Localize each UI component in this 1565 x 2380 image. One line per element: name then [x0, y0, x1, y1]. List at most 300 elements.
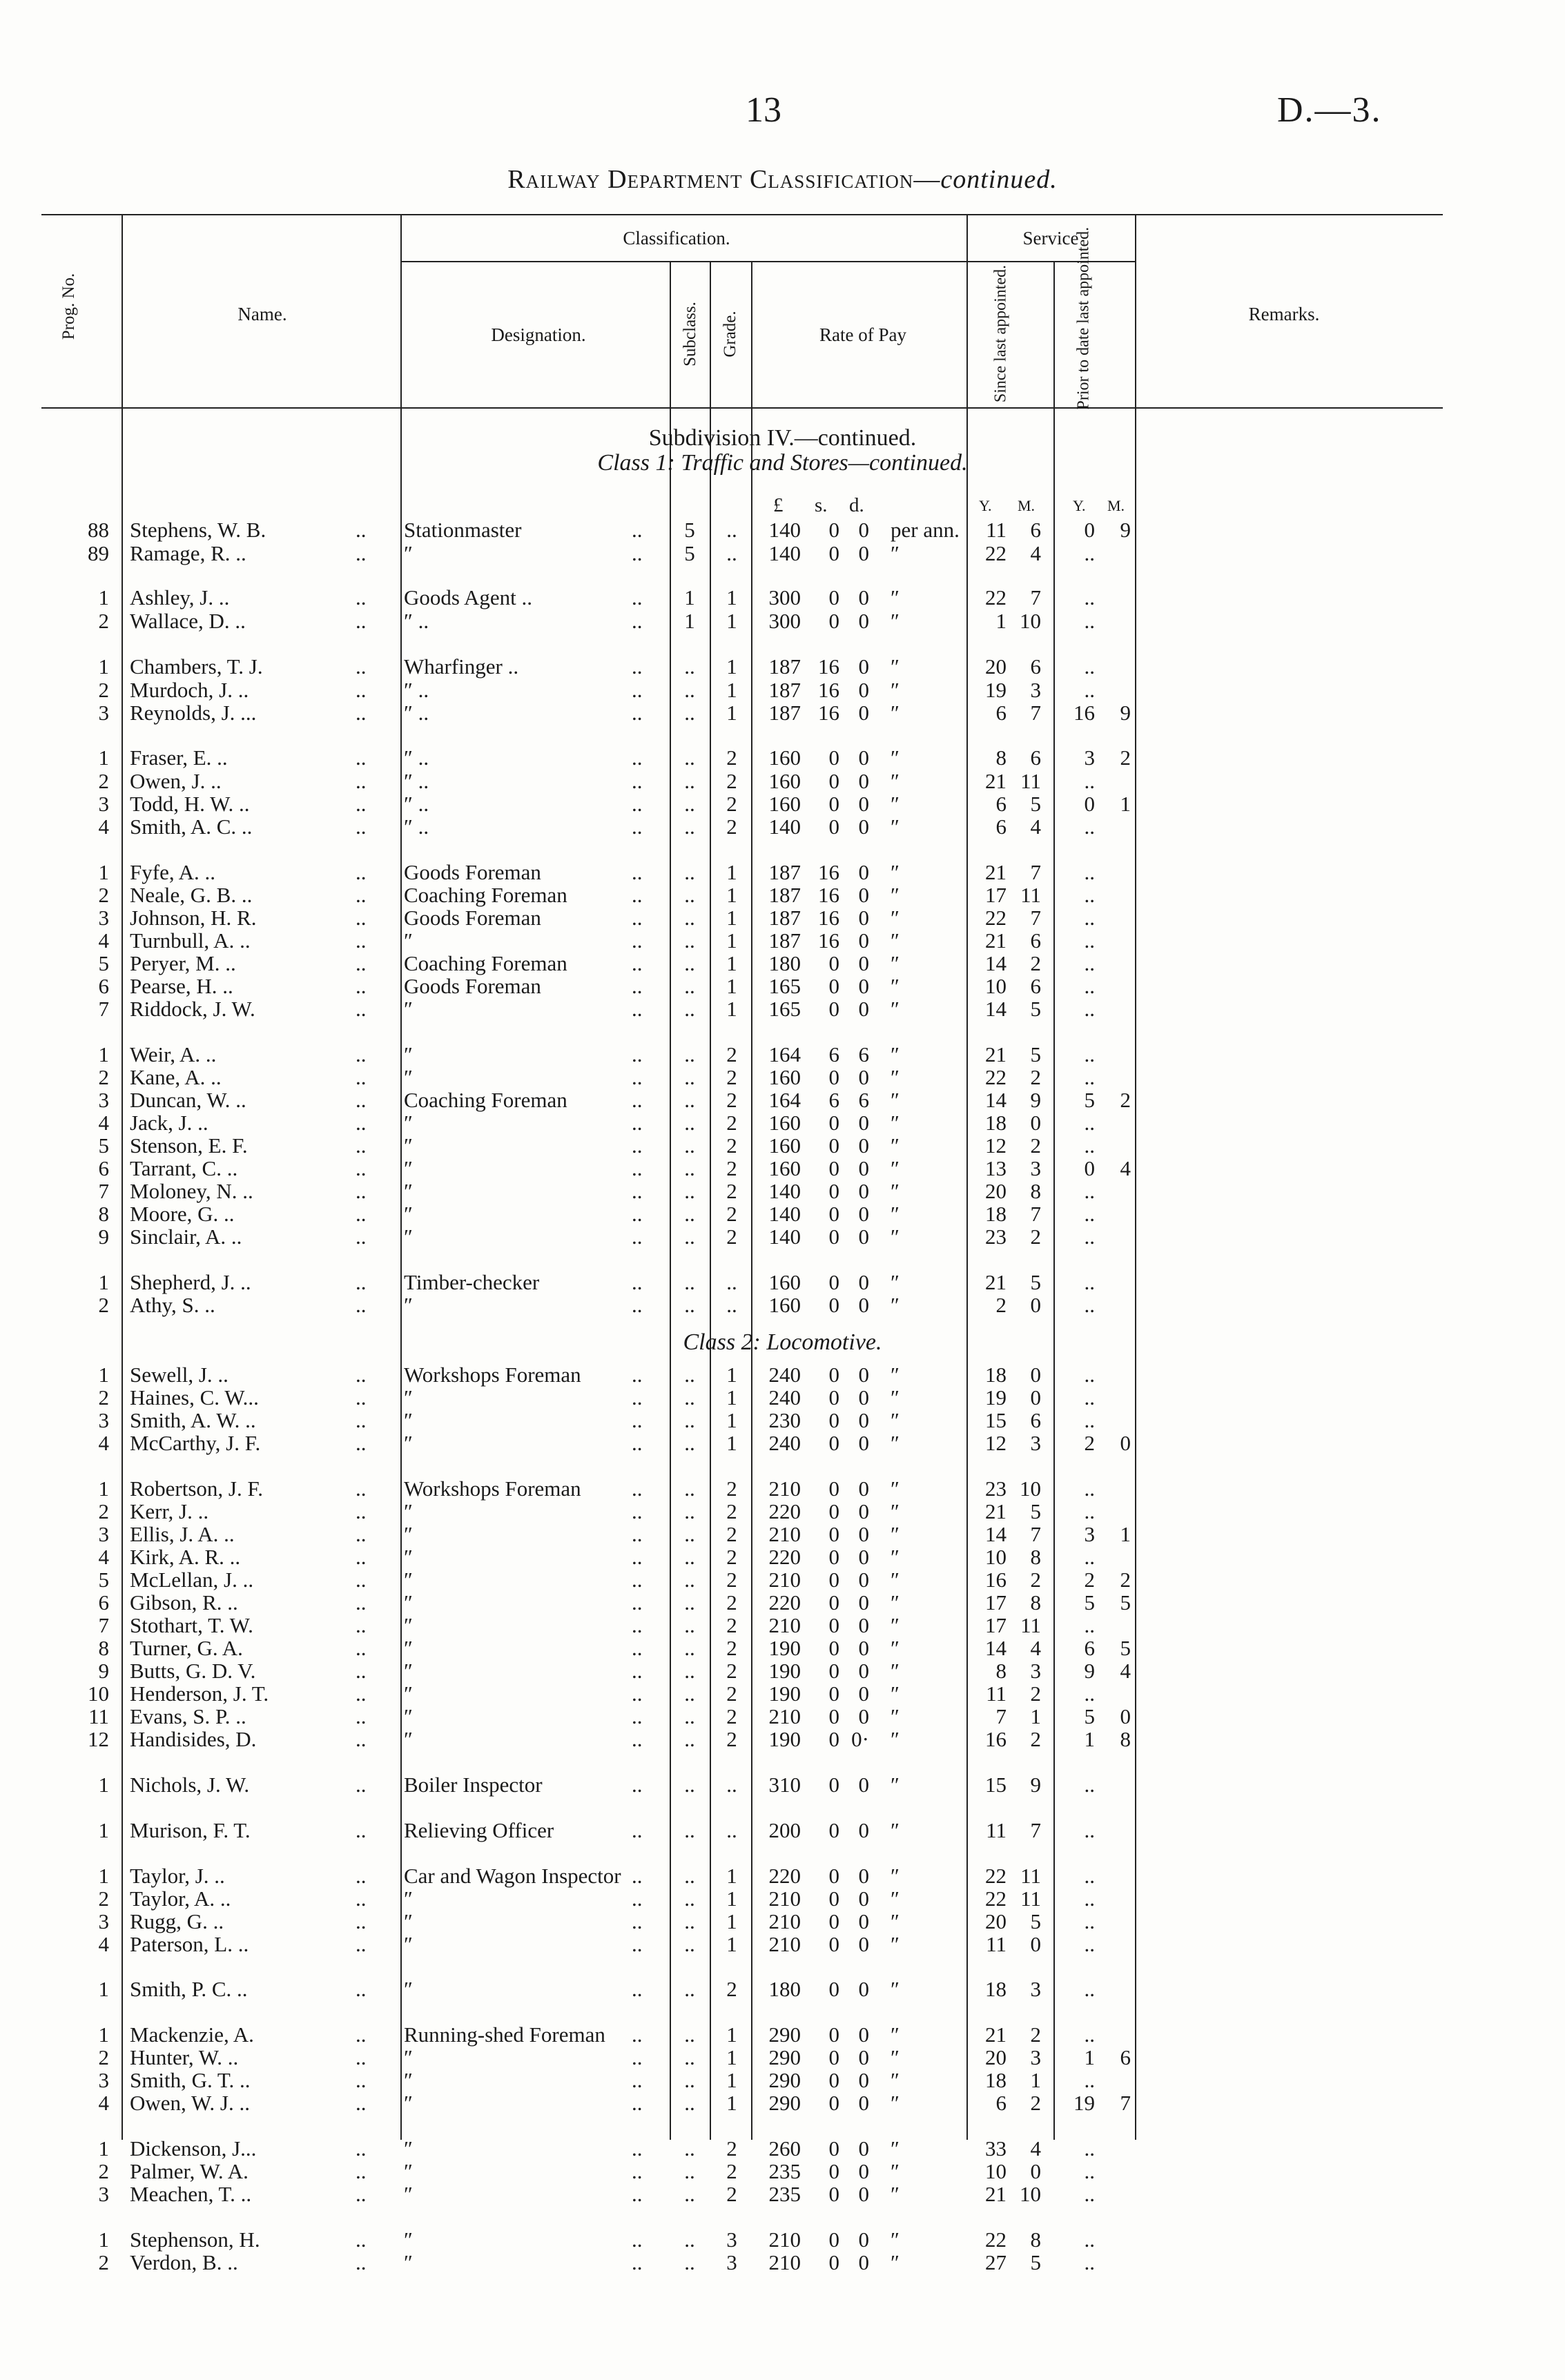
col-classification: Classification.	[623, 228, 730, 248]
leader-dots: ..	[356, 2091, 367, 2115]
service-months: 11	[1020, 1613, 1041, 1637]
pay-pence: 0	[858, 745, 869, 770]
designation: Workshops Foreman	[404, 1363, 581, 1387]
subclass: ..	[684, 2022, 695, 2047]
designation: ″	[404, 1156, 413, 1180]
leader-dots: ..	[356, 585, 367, 609]
subclass: ..	[684, 974, 695, 998]
leader-dots: ..	[632, 1111, 643, 1135]
pay-pence: 0	[858, 1932, 869, 1956]
pay-shillings: 0	[828, 2227, 839, 2252]
leader-dots: ..	[632, 1385, 643, 1410]
prog-no: 3	[98, 1909, 109, 1933]
service-years: 20	[985, 1179, 1007, 1203]
pay-period: ″	[891, 769, 900, 793]
prog-no: 3	[98, 1522, 109, 1546]
name: Weir, A. ..	[130, 1042, 217, 1066]
prog-no: 3	[98, 1088, 109, 1112]
pay-pounds: 160	[768, 1065, 801, 1089]
leader-dots: ..	[356, 1065, 367, 1089]
header-bottom-rule	[41, 407, 1443, 409]
name: Smith, A. W. ..	[130, 1408, 256, 1432]
grade: ..	[726, 1270, 737, 1294]
prog-no: 2	[98, 1293, 109, 1317]
name: Taylor, J. ..	[130, 1864, 225, 1888]
pay-period: ″	[891, 1499, 900, 1523]
subclass: ..	[684, 1704, 695, 1728]
leader-dots: ..	[356, 1909, 367, 1933]
name: Reynolds, J. ...	[130, 701, 257, 725]
pay-pounds: 220	[768, 1499, 801, 1523]
grade: ..	[726, 541, 737, 565]
designation: ″ ..	[404, 769, 429, 793]
designation: ″ ..	[404, 701, 429, 725]
leader-dots: ..	[356, 1590, 367, 1615]
grade: ..	[726, 1773, 737, 1797]
leader-dots: ..	[356, 974, 367, 998]
prog-no: 1	[98, 2227, 109, 2252]
grade: 2	[726, 1225, 737, 1249]
grade: ..	[726, 1818, 737, 1842]
pay-period: ″	[891, 1202, 900, 1226]
pay-pence: 0	[858, 2159, 869, 2183]
designation: ″	[404, 2227, 413, 2252]
prog-no: 12	[88, 1727, 109, 1751]
service-months: 6	[1030, 654, 1041, 679]
prior-years: 16	[1073, 701, 1095, 725]
pay-pounds: 180	[768, 951, 801, 975]
prog-no: 2	[98, 2159, 109, 2183]
grade: 2	[726, 1179, 737, 1203]
leader-dots: ..	[632, 1977, 643, 2001]
designation: Boiler Inspector	[404, 1773, 543, 1797]
service-months: 0	[1030, 1385, 1041, 1410]
pay-shillings: 0	[828, 1385, 839, 1410]
prog-no: 2	[98, 1385, 109, 1410]
subclass: ..	[684, 1431, 695, 1455]
pay-shillings: 0	[828, 585, 839, 609]
prior-months: 1	[1120, 1522, 1131, 1546]
leader-dots: ..	[632, 1681, 643, 1706]
pay-period: ″	[891, 541, 900, 565]
service-months: 7	[1030, 1522, 1041, 1546]
grade: 1	[726, 974, 737, 998]
pay-period: ″	[891, 1270, 900, 1294]
col-subclass: Subclass.	[681, 302, 699, 367]
leader-dots: ..	[356, 2227, 367, 2252]
pay-pence: 0	[858, 609, 869, 633]
leader-dots: ..	[356, 1156, 367, 1180]
designation: ″ ..	[404, 745, 429, 770]
grade: 2	[726, 1704, 737, 1728]
designation: Goods Agent ..	[404, 585, 532, 609]
pay-shillings: 0	[828, 1202, 839, 1226]
grade: 2	[726, 1133, 737, 1158]
pay-pence: 0	[858, 997, 869, 1021]
prior-years: ..	[1084, 997, 1095, 1021]
pay-pounds: 210	[768, 2250, 801, 2274]
service-months: 7	[1030, 906, 1041, 930]
unit-years-2: Y.	[1073, 497, 1086, 514]
prior-months: 9	[1120, 518, 1131, 542]
prog-no: 2	[98, 1065, 109, 1089]
service-years: 10	[985, 1545, 1007, 1569]
leader-dots: ..	[632, 1886, 643, 1911]
leader-dots: ..	[632, 1499, 643, 1523]
prior-months: 4	[1120, 1156, 1131, 1180]
designation: ″	[404, 1385, 413, 1410]
prior-months: 8	[1120, 1727, 1131, 1751]
designation: Coaching Foreman	[404, 883, 567, 907]
service-months: 0	[1030, 1932, 1041, 1956]
pay-period: ″	[891, 1704, 900, 1728]
grade: 2	[726, 2159, 737, 2183]
pay-period: ″	[891, 1932, 900, 1956]
prior-years: ..	[1084, 2136, 1095, 2160]
pay-pence: 0	[858, 1202, 869, 1226]
pay-period: ″	[891, 1636, 900, 1660]
name: Kirk, A. R. ..	[130, 1545, 241, 1569]
prog-no: 3	[98, 2068, 109, 2092]
designation: ″ ..	[404, 678, 429, 702]
service-years: 22	[985, 1065, 1007, 1089]
pay-period: ″	[891, 1568, 900, 1592]
leader-dots: ..	[632, 860, 643, 884]
service-months: 0	[1030, 1111, 1041, 1135]
pay-pounds: 190	[768, 1727, 801, 1751]
prog-no: 7	[98, 997, 109, 1021]
class-1-heading: Class 1: Traffic and Stores—continued.	[597, 450, 968, 476]
grade: 2	[726, 1613, 737, 1637]
leader-dots: ..	[356, 1408, 367, 1432]
name: Stothart, T. W.	[130, 1613, 253, 1637]
service-months: 7	[1030, 585, 1041, 609]
pay-shillings: 0	[828, 1476, 839, 1501]
service-months: 5	[1030, 792, 1041, 816]
service-months: 2	[1030, 951, 1041, 975]
service-months: 0	[1030, 1293, 1041, 1317]
subclass: ..	[684, 815, 695, 839]
service-months: 1	[1030, 1704, 1041, 1728]
prog-no: 2	[98, 883, 109, 907]
pay-pence: 0	[858, 1773, 869, 1797]
leader-dots: ..	[632, 701, 643, 725]
pay-period: ″	[891, 1864, 900, 1888]
service-months: 4	[1030, 815, 1041, 839]
pay-pounds: 200	[768, 1818, 801, 1842]
leader-dots: ..	[356, 1431, 367, 1455]
name: Athy, S. ..	[130, 1293, 215, 1317]
pay-pounds: 140	[768, 1179, 801, 1203]
subclass: ..	[684, 769, 695, 793]
pay-pounds: 187	[768, 883, 801, 907]
pay-period: per ann.	[891, 518, 960, 542]
service-years: 17	[985, 1613, 1007, 1637]
pay-pounds: 190	[768, 1659, 801, 1683]
prior-years: 0	[1084, 792, 1095, 816]
service-months: 3	[1030, 1431, 1041, 1455]
pay-pence: 0	[858, 1704, 869, 1728]
service-months: 3	[1030, 1977, 1041, 2001]
designation: ″	[404, 1522, 413, 1546]
prog-no: 1	[98, 2136, 109, 2160]
pay-pounds: 140	[768, 518, 801, 542]
service-years: 11	[986, 518, 1007, 542]
document-reference: D.—3.	[1277, 90, 1382, 130]
prior-years: ..	[1084, 1385, 1095, 1410]
name: Peryer, M. ..	[130, 951, 236, 975]
prior-years: ..	[1084, 2182, 1095, 2206]
pay-shillings: 0	[828, 1886, 839, 1911]
leader-dots: ..	[356, 1270, 367, 1294]
leader-dots: ..	[632, 585, 643, 609]
subclass: ..	[684, 1590, 695, 1615]
name: Verdon, B. ..	[130, 2250, 238, 2274]
grade: 1	[726, 701, 737, 725]
leader-dots: ..	[356, 1225, 367, 1249]
pay-shillings: 0	[828, 1545, 839, 1569]
pay-pounds: 240	[768, 1385, 801, 1410]
service-years: 23	[985, 1476, 1007, 1501]
service-years: 20	[985, 1909, 1007, 1933]
leader-dots: ..	[356, 1179, 367, 1203]
pay-pence: 0·	[851, 1727, 869, 1751]
designation: Coaching Foreman	[404, 1088, 567, 1112]
designation: ″	[404, 1568, 413, 1592]
leader-dots: ..	[632, 2136, 643, 2160]
leader-dots: ..	[356, 1636, 367, 1660]
service-years: 11	[986, 1932, 1007, 1956]
leader-dots: ..	[632, 1133, 643, 1158]
pay-shillings: 0	[828, 2091, 839, 2115]
prog-no: 5	[98, 1568, 109, 1592]
service-years: 21	[985, 2182, 1007, 2206]
prog-no: 5	[98, 1133, 109, 1158]
pay-pounds: 220	[768, 1864, 801, 1888]
name: Sinclair, A. ..	[130, 1225, 242, 1249]
name: Ellis, J. A. ..	[130, 1522, 235, 1546]
subclass: ..	[684, 1385, 695, 1410]
subclass: ..	[684, 792, 695, 816]
service-years: 15	[985, 1408, 1007, 1432]
prog-no: 89	[88, 541, 109, 565]
pay-shillings: 16	[818, 678, 839, 702]
leader-dots: ..	[632, 1065, 643, 1089]
pay-period: ″	[891, 585, 900, 609]
service-months: 2	[1030, 1133, 1041, 1158]
leader-dots: ..	[632, 815, 643, 839]
name: Todd, H. W. ..	[130, 792, 250, 816]
designation: ″	[404, 1727, 413, 1751]
pay-pounds: 235	[768, 2182, 801, 2206]
prior-years: ..	[1084, 654, 1095, 679]
leader-dots: ..	[632, 541, 643, 565]
subclass: ..	[684, 1179, 695, 1203]
leader-dots: ..	[356, 906, 367, 930]
prog-no: 8	[98, 1202, 109, 1226]
pay-period: ″	[891, 906, 900, 930]
pay-period: ″	[891, 1659, 900, 1683]
leader-dots: ..	[356, 2250, 367, 2274]
prior-months: 4	[1120, 1659, 1131, 1683]
subclass: ..	[684, 906, 695, 930]
pay-pence: 0	[858, 2136, 869, 2160]
pay-period: ″	[891, 1431, 900, 1455]
pay-period: ″	[891, 1545, 900, 1569]
subclass: ..	[684, 1133, 695, 1158]
pay-pounds: 210	[768, 1568, 801, 1592]
pay-pence: 0	[858, 1431, 869, 1455]
subclass: ..	[684, 860, 695, 884]
grade: 1	[726, 1886, 737, 1911]
prog-no: 1	[98, 654, 109, 679]
pay-shillings: 16	[818, 860, 839, 884]
leader-dots: ..	[632, 974, 643, 998]
name: Taylor, A. ..	[130, 1886, 231, 1911]
service-months: 2	[1030, 2022, 1041, 2047]
designation: ″	[404, 2159, 413, 2183]
service-months: 4	[1030, 541, 1041, 565]
service-years: 20	[985, 2045, 1007, 2069]
col-remarks: Remarks.	[1248, 304, 1320, 324]
pay-pounds: 187	[768, 654, 801, 679]
name: Chambers, T. J.	[130, 654, 263, 679]
service-months: 0	[1030, 1363, 1041, 1387]
col-grade: Grade.	[721, 311, 739, 358]
pay-shillings: 0	[828, 1156, 839, 1180]
designation: ″	[404, 1499, 413, 1523]
grade: ..	[726, 1293, 737, 1317]
service-years: 27	[985, 2250, 1007, 2274]
pay-pounds: 190	[768, 1636, 801, 1660]
prior-years: 2	[1084, 1431, 1095, 1455]
prog-no: 3	[98, 1408, 109, 1432]
service-years: 14	[985, 997, 1007, 1021]
name: Johnson, H. R.	[130, 906, 257, 930]
grade: 2	[726, 815, 737, 839]
subclass: 5	[684, 541, 695, 565]
prog-no: 2	[98, 678, 109, 702]
pay-period: ″	[891, 1613, 900, 1637]
subclass: ..	[684, 1088, 695, 1112]
col-rule-6	[670, 261, 671, 2140]
designation: ″	[404, 1681, 413, 1706]
title-main: Railway Department Classification—	[507, 165, 941, 194]
leader-dots: ..	[632, 1773, 643, 1797]
grade: ..	[726, 518, 737, 542]
subclass: ..	[684, 678, 695, 702]
name: Turner, G. A.	[130, 1636, 243, 1660]
pay-pence: 0	[858, 678, 869, 702]
col-rule-3	[966, 214, 968, 2140]
prog-no: 1	[98, 1042, 109, 1066]
subclass: ..	[684, 1042, 695, 1066]
prog-no: 2	[98, 1499, 109, 1523]
title-continued: continued.	[940, 165, 1058, 194]
prog-no: 4	[98, 1431, 109, 1455]
prog-no: 1	[98, 1864, 109, 1888]
pay-period: ″	[891, 928, 900, 953]
grade: 2	[726, 792, 737, 816]
leader-dots: ..	[632, 1636, 643, 1660]
grade: 1	[726, 654, 737, 679]
pay-pounds: 290	[768, 2068, 801, 2092]
name: Kerr, J. ..	[130, 1499, 209, 1523]
leader-dots: ..	[632, 769, 643, 793]
pay-period: ″	[891, 1293, 900, 1317]
pay-pounds: 160	[768, 1133, 801, 1158]
pay-pounds: 140	[768, 815, 801, 839]
subclass: ..	[684, 1818, 695, 1842]
name: Butts, G. D. V.	[130, 1659, 256, 1683]
name: Ramage, R. ..	[130, 541, 246, 565]
prior-years: ..	[1084, 1363, 1095, 1387]
subclass: ..	[684, 1568, 695, 1592]
pay-pounds: 160	[768, 1293, 801, 1317]
pay-pounds: 210	[768, 1886, 801, 1911]
pay-pence: 0	[858, 1568, 869, 1592]
designation: ″	[404, 1133, 413, 1158]
prior-years: 0	[1084, 1156, 1095, 1180]
service-months: 4	[1030, 2136, 1041, 2160]
leader-dots: ..	[632, 1704, 643, 1728]
leader-dots: ..	[632, 1156, 643, 1180]
leader-dots: ..	[356, 701, 367, 725]
subclass: ..	[684, 1977, 695, 2001]
leader-dots: ..	[356, 860, 367, 884]
col-rule-7	[710, 261, 711, 2140]
prior-years: ..	[1084, 2022, 1095, 2047]
subclass: ..	[684, 951, 695, 975]
grade: 2	[726, 1042, 737, 1066]
pay-pounds: 180	[768, 1977, 801, 2001]
subclass: ..	[684, 1932, 695, 1956]
name: Hunter, W. ..	[130, 2045, 239, 2069]
service-months: 5	[1030, 1499, 1041, 1523]
leader-dots: ..	[632, 1363, 643, 1387]
pay-period: ″	[891, 2136, 900, 2160]
leader-dots: ..	[632, 951, 643, 975]
pay-shillings: 0	[828, 951, 839, 975]
prog-no: 1	[98, 860, 109, 884]
prog-no: 2	[98, 2045, 109, 2069]
leader-dots: ..	[356, 1111, 367, 1135]
leader-dots: ..	[356, 1568, 367, 1592]
leader-dots: ..	[632, 1613, 643, 1637]
leader-dots: ..	[356, 1681, 367, 1706]
prior-months: 2	[1120, 1088, 1131, 1112]
col-rule-8	[751, 261, 752, 2140]
service-months: 10	[1020, 1476, 1041, 1501]
pay-pounds: 210	[768, 1909, 801, 1933]
subclass: ..	[684, 2136, 695, 2160]
grade: 1	[726, 1385, 737, 1410]
pay-shillings: 0	[828, 1065, 839, 1089]
pay-period: ″	[891, 745, 900, 770]
prog-no: 1	[98, 745, 109, 770]
grade: 2	[726, 1681, 737, 1706]
pay-pounds: 210	[768, 1704, 801, 1728]
leader-dots: ..	[356, 883, 367, 907]
pay-shillings: 0	[828, 997, 839, 1021]
subclass: ..	[684, 1408, 695, 1432]
pay-shillings: 0	[828, 2136, 839, 2160]
pay-pounds: 240	[768, 1431, 801, 1455]
grade: 2	[726, 1065, 737, 1089]
service-months: 9	[1030, 1773, 1041, 1797]
leader-dots: ..	[356, 1522, 367, 1546]
grade: 2	[726, 1476, 737, 1501]
